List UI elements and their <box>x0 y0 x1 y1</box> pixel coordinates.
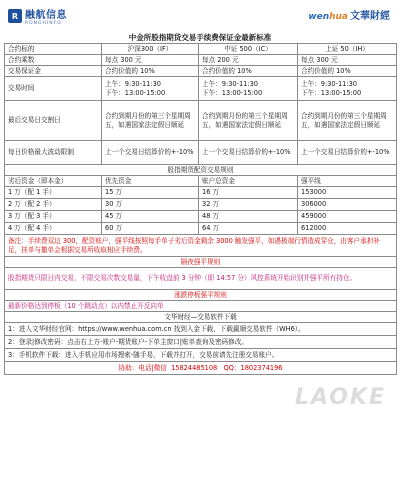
wenhua-logo-cn: 文華財經 <box>350 11 390 22</box>
capital-cell: 45 万 <box>102 211 199 223</box>
software-step-row <box>5 349 397 362</box>
spec-row <box>5 141 397 165</box>
contact-qq: 1802374196 <box>240 363 283 372</box>
forced-close-title: 隔夜强平规则 <box>5 257 397 268</box>
contact-line <box>5 362 397 375</box>
capital-cell: 48 万 <box>199 211 298 223</box>
spec-value: 上午：9:30-11:30 下午：13:00-15:00 <box>298 77 397 101</box>
limit-title: 涨跌停板强平规则 <box>5 290 397 301</box>
spec-value: 合约到期月份的第三个星期周五，如遇国家法定假日顺延 <box>298 101 397 141</box>
spec-value: 上一个交易日结算价的+-10% <box>102 141 199 165</box>
capital-cell: 459000 <box>298 211 397 223</box>
ronghang-logo <box>8 6 67 26</box>
ronghang-logo-icon: R <box>8 9 22 23</box>
spec-value: 合约到期月份的第三个星期周五，如遇国家法定假日顺延 <box>199 101 298 141</box>
spec-value: 每点 300 元 <box>298 55 397 66</box>
capital-note-row <box>5 235 397 257</box>
capital-cell: 4 万（配 4 手） <box>5 223 102 235</box>
limit-title-row <box>5 290 397 301</box>
spec-header-cell: 中证 500（IC） <box>199 44 298 55</box>
page-title: 中金所股指期货交易手续费保证金最新标准 <box>128 33 272 42</box>
capital-cell: 60 万 <box>102 223 199 235</box>
capital-cell: 15 万 <box>102 187 199 199</box>
spec-header-cell: 合约标的 <box>5 44 102 55</box>
capital-cell: 16 万 <box>199 187 298 199</box>
capital-row <box>5 187 397 199</box>
spec-value: 上一个交易日结算价的+-10% <box>298 141 397 165</box>
capital-row <box>5 199 397 211</box>
spec-label: 交易保证金 <box>5 66 102 77</box>
spec-row <box>5 66 397 77</box>
capital-header-cell: 劣后资金（即本金） <box>5 176 102 187</box>
ronghang-logo-subtext: RONGHINFO <box>25 21 62 26</box>
wenhua-logo <box>308 7 390 22</box>
spec-value: 每点 200 元 <box>199 55 298 66</box>
contact-qq-label: QQ： <box>223 363 241 372</box>
software-step: 1：进入文华财经官网：https://www.wenhua.com.cn 找到入金下载，下载赢顺交易软件（WH6）。 <box>5 323 397 336</box>
spec-value: 合约价值的 10% <box>199 66 298 77</box>
futures-table <box>4 43 397 375</box>
header <box>0 0 400 32</box>
capital-cell: 1 万（配 1 手） <box>5 187 102 199</box>
capital-cell: 612000 <box>298 223 397 235</box>
capital-header-cell: 强平线 <box>298 176 397 187</box>
spec-row <box>5 55 397 66</box>
spec-value: 合约价值的 10% <box>102 66 199 77</box>
limit-text-row <box>5 301 397 312</box>
spec-header-cell: 上证 50（IH） <box>298 44 397 55</box>
spec-label: 交易时间 <box>5 77 102 101</box>
capital-note: 备注：手续费双边 300，配资账户，强平线按照每手单子劣后资金剩余 3000 触发强平，如遇极端行情造成穿仓，由客户承担补足，挂单与撤单会根据交易所收取相应手续费。 <box>5 235 397 257</box>
spec-header-cell: 沪深300（IF） <box>102 44 199 55</box>
forced-close-text-row <box>5 268 397 290</box>
spec-label: 每日价格最大波动限制 <box>5 141 102 165</box>
spec-value: 合约到期月份的第三个星期周五，如遇国家法定假日顺延 <box>102 101 199 141</box>
spec-label: 最后交易日交割日 <box>5 101 102 141</box>
software-step-row <box>5 323 397 336</box>
capital-section-title-row <box>5 165 397 176</box>
spec-header-row <box>5 44 397 55</box>
capital-cell: 153000 <box>298 187 397 199</box>
capital-cell: 306000 <box>298 199 397 211</box>
ronghang-logo-text: 融航信息 <box>25 10 67 21</box>
spec-value: 上午：9:30-11:30 下午：13:00-15:00 <box>102 77 199 101</box>
spec-value: 上一个交易日结算价的+-10% <box>199 141 298 165</box>
limit-text: 最新价格达到停板（10 个跳动点）以内禁止开反向单 <box>5 301 397 312</box>
capital-row <box>5 223 397 235</box>
contact-label: 协助：电话|微信 <box>118 363 167 372</box>
laoke-watermark: LAOKE <box>294 385 386 410</box>
spec-row <box>5 101 397 141</box>
forced-close-title-row <box>5 257 397 268</box>
spec-label: 合约乘数 <box>5 55 102 66</box>
wenhua-logo-en: wenhua <box>308 12 348 22</box>
capital-section-title: 股指期货配资交易规则 <box>5 165 397 176</box>
capital-cell: 2 万（配 2 手） <box>5 199 102 211</box>
capital-header-row <box>5 176 397 187</box>
software-step: 2：登录|修改密码：点击右上方-账户-期货账户-下单主窗口|账单查询及密码修改。 <box>5 336 397 349</box>
capital-cell: 30 万 <box>102 199 199 211</box>
software-step-row <box>5 336 397 349</box>
spec-value: 合约价值的 10% <box>298 66 397 77</box>
spec-value: 上午：9:30-11:30 下午：13:00-15:00 <box>199 77 298 101</box>
software-title-row <box>5 312 397 323</box>
capital-row <box>5 211 397 223</box>
capital-cell: 32 万 <box>199 199 298 211</box>
spec-row <box>5 77 397 101</box>
software-title: 文华财经—交易软件下载 <box>5 312 397 323</box>
contact-phone: 15824485108 <box>171 363 218 372</box>
software-step: 3：手机软件下载：进入手机应用市场搜索-随手易，下载并打开，交易前请先注册交易账户。 <box>5 349 397 362</box>
capital-header-cell: 优先资金 <box>102 176 199 187</box>
contact-row <box>5 362 397 375</box>
capital-cell: 3 万（配 3 手） <box>5 211 102 223</box>
capital-cell: 64 万 <box>199 223 298 235</box>
capital-header-cell: 账户总资金 <box>199 176 298 187</box>
spec-value: 每点 300 元 <box>102 55 199 66</box>
forced-close-text: 股指期货只限日内交易，不限交易次数交易量，下午收盘前 3 分钟（即 14:57 分）风控系统开始识别并强平所有持仓。 <box>5 268 397 290</box>
